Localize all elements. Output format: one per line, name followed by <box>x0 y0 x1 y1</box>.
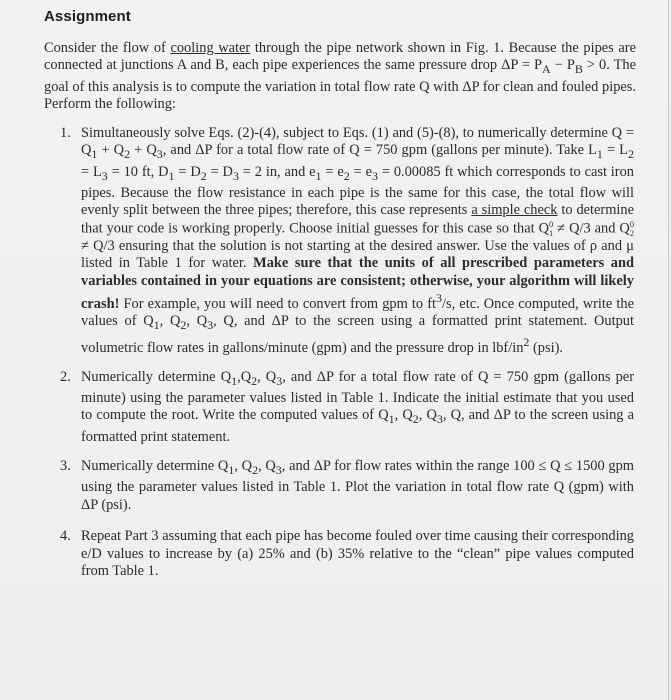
task-item-1 <box>60 125 634 358</box>
bold-warning: Make sure that the units of all prescribed parameters and variables contained in your equations are consistent; otherwise, your algorithm will likely crash! <box>81 255 634 312</box>
item-number: 2. <box>60 368 71 385</box>
task-list <box>60 125 634 580</box>
item-text: Numerically determine $Q_1$, $Q_2$, $Q_3$, and ΔP for flow rates within the range 100 ≤ Q ≤ 1500 gpm using the parameter values listed in Table 1. Plot the variation in total flow rate Q (gpm) with ΔP (psi). <box>81 458 634 513</box>
intro-text: Consider the flow of <box>44 40 171 56</box>
item-text: Numerically determine $Q_1,Q_2$, $Q_3$, and ΔP for a total flow rate of Q = 750 gpm (gallons per minute) using the parameter values listed in Table 1. Indicate the initial estimate that you used to compute the root. Write the computed values of $Q_1$, $Q_2$, $Q_3$, Q, and ΔP to the screen using a formatted print statement. <box>81 368 635 445</box>
item-text: Repeat Part 3 assuming that each pipe has become fouled over time causing their corresponding e/D values to increase by (a) 25% and (b) 35% relative to the “clean” pipe values computed from Table 1. <box>81 528 634 579</box>
task-item-3 <box>60 458 634 514</box>
item-number: 3. <box>60 458 71 475</box>
task-item-2 <box>60 369 634 446</box>
heading: Assignment <box>44 8 131 25</box>
intro-underlined: cooling water <box>170 40 251 56</box>
subscript: A <box>542 62 551 77</box>
intro-text: − P <box>550 57 575 74</box>
underlined-phrase: a simple check <box>471 202 558 219</box>
page-edge-divider <box>668 0 669 700</box>
intro-text: through the pipe network shown in Fig. 1. Because the pipes are connected at junctions A and B, each pipe experiences the same pressure drop ΔP = P <box>44 40 636 74</box>
intro-paragraph <box>44 40 636 114</box>
task-item-4 <box>60 528 634 580</box>
item-number: 4. <box>60 528 71 545</box>
item-text: Simultaneously solve Eqs. (2)-(4), subject to Eqs. (1) and (5)-(8), to numerically determine $Q = Q_1 + Q_2 + Q_3$, and ΔP for a total flow rate of Q = 750 gpm (gallons per minute). Take $L_1 = L_2 = L_3 = 10$ ft, $D_1 = D_2 = D_3 = 2$ in, and $e_1 = e_2 = e_3 = 0.00085$ ft which corresponds to cast iron pipes. Because the flow resistance in each pipe is the same for this case, the total flow will evenly split between the three pipes; therefore, this case represents a simple check to determine that your code is working properly. Choose initial guesses for this case so that Q 0 1 ≠ Q/3 and Q 0 2 ≠ Q/3 ensuring that the solution is not starting at the desired answer. Use the values of ρ and μ listed in Table 1 for water. Make sure that the units of all prescribed parameters and variables contained in your equations are consistent; otherwise, your algorithm will likely crash! For example, you will need to convert from gpm to $ft^3/s$, etc. Once computed, write the values of $Q_1$, $Q_2$, $Q_3$, Q, and ΔP to the screen using a formatted print statement. Output volumetric flow rates in gallons/minute (gpm) and the pressure drop in lbf/$in^2$ (psi). <box>81 125 635 357</box>
item-number: 1. <box>60 125 71 141</box>
intro-text: > 0. The goal of this analysis is to compute the variation in total flow rate Q with ΔP for clean and fouled pipes. Perform the following: <box>44 57 636 113</box>
subscript: B <box>574 62 583 77</box>
